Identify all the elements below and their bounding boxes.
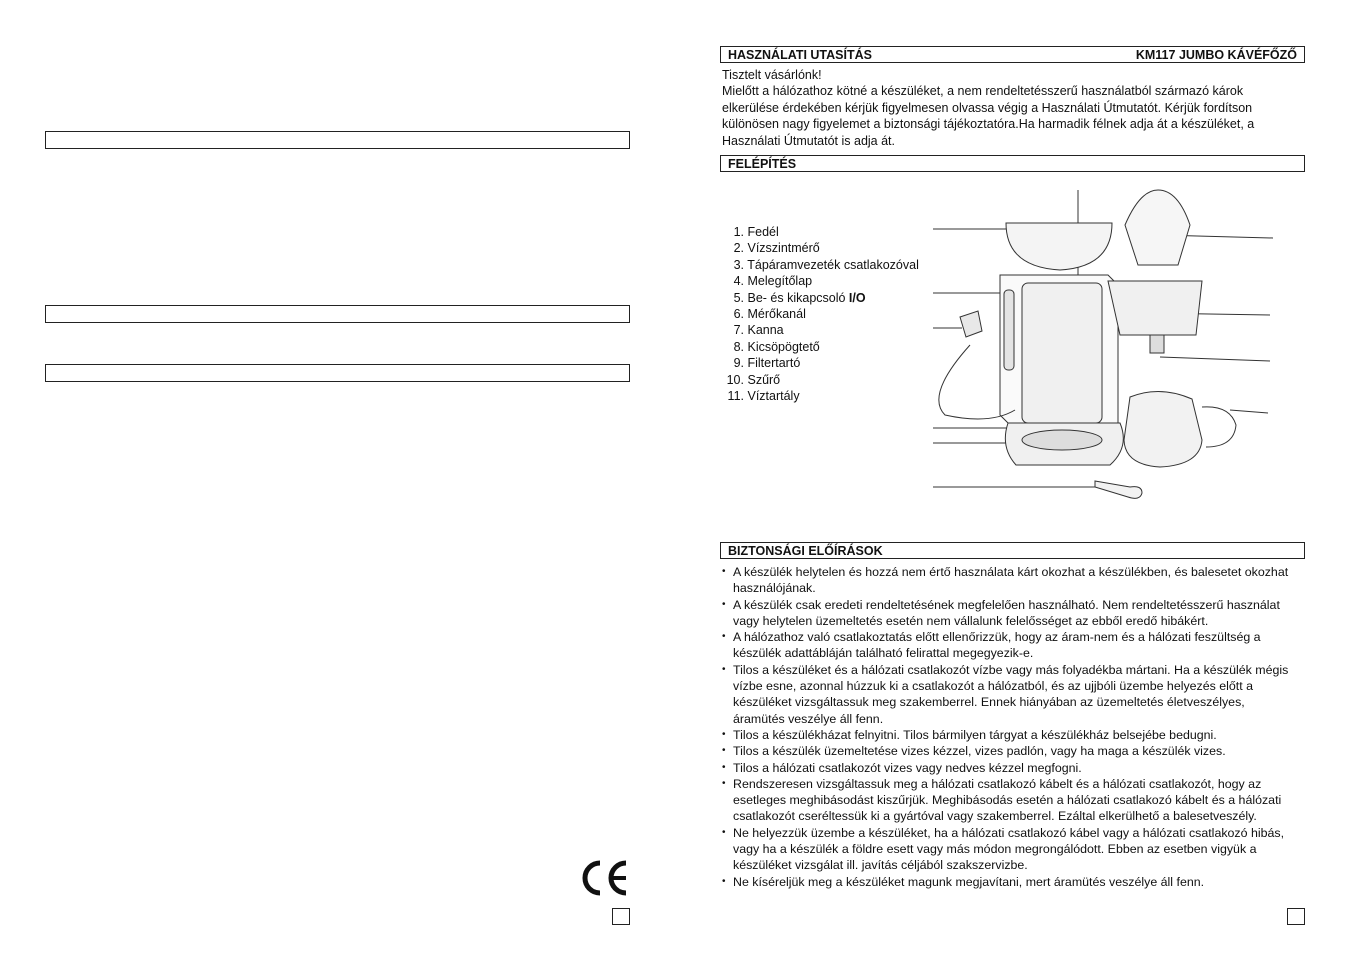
part-number: 4. [733, 274, 744, 289]
safety-item: • A hálózathoz való csatlakoztatás előtt ellenőrizzük, hogy az áram-nem és a hálózati feszültség a készülék adattábláján található felirattal megegyezik-e. [722, 629, 1297, 662]
page-number-box-left [612, 908, 630, 925]
part-label: Víztartály [747, 389, 800, 404]
part-label: Vízszintmérő [747, 241, 820, 256]
part-label: Szűrő [747, 372, 781, 387]
part-item [722, 290, 919, 306]
lid-shape [1006, 223, 1112, 270]
part-label: Fedél [747, 225, 779, 239]
model-name: KM117 JUMBO KÁVÉFŐZŐ [1135, 47, 1297, 62]
part-label: Kicsöpögtető [747, 339, 820, 354]
filter-shape [1125, 190, 1190, 265]
part-number: 8. [733, 339, 744, 354]
part-number: 5. [733, 290, 744, 305]
empty-heading-box-3 [45, 364, 630, 382]
leader-line [1160, 357, 1270, 361]
intro-paragraph: Mielőtt a hálózathoz kötné a készüléket, a nem rendeltetésszerű használatból származó károk elkerülése érdekében kérjük figyelmesen olvassa végig a Használati Útmutatót. Kérjük fordítson különösen nagy figyelemet a biztonsági tájékoztatóra.Ha harmadik félnek adja át a készüléket, a Használati Útmutatót is adja át. [722, 84, 1255, 148]
safety-heading [720, 542, 1305, 559]
safety-item: • A készülék helytelen és hozzá nem értő használata kárt okozhat a készülékben, és balesetet okozhat használójának. [722, 564, 1297, 597]
part-number: 3. [733, 257, 744, 272]
safety-item: • A készülék csak eredeti rendeltetésének megfelelően használható. Nem rendeltetésszerű használat vagy helytelen üzemeltetés esetén nem vállalunk felelősséget az ebből eredő hibákért. [722, 597, 1297, 630]
part-number: 2. [733, 241, 744, 256]
part-label: Tápáramvezeték csatlakozóval [747, 257, 919, 272]
part-item [722, 240, 919, 256]
empty-heading-box-2 [45, 305, 630, 323]
switch-symbol: I/O [848, 290, 866, 305]
part-label: Kanna [747, 323, 784, 338]
part-item [722, 355, 919, 371]
part-label: Melegítőlap [747, 274, 813, 289]
parts-list [722, 224, 919, 404]
measuring-spoon [1095, 481, 1142, 498]
structure-heading [720, 155, 1305, 172]
part-number: 10. [726, 372, 744, 387]
part-number: 11. [727, 389, 744, 404]
structure-title: FELÉPÍTÉS [728, 156, 797, 171]
part-number: 9. [733, 356, 744, 371]
safety-item: • Tilos a hálózati csatlakozót vizes vagy nedves kézzel megfogni. [722, 760, 1297, 776]
part-number: 6. [733, 307, 744, 322]
empty-heading-box-1 [45, 131, 630, 149]
safety-item: • Rendszeresen vizsgáltassuk meg a hálózati csatlakozó kábelt és a hálózati csatlakozót, hogy az esetleges meghibásodást kiszűrjük. Meghibásodás esetén a hálózati csatlakozó kábelt és a hálózati csatlakozót cseréltessük ki a gyártóval vagy szakemberrel. Ezáltal elkerülhető a balesetveszély. [722, 776, 1297, 825]
safety-item: • Tilos a készülékházat felnyitni. Tilos bármilyen tárgyat a készülékház belsejébe bedugni. [722, 727, 1297, 743]
page-number-box-right [1287, 908, 1305, 925]
part-label: Be- és kikapcsoló [747, 290, 849, 305]
manual-header-bar [720, 46, 1305, 63]
part-label: Filtertartó [747, 356, 801, 371]
part-number: 1. [733, 225, 744, 239]
ce-mark-icon [578, 860, 630, 896]
safety-item: • Ne helyezzük üzembe a készüléket, ha a hálózati csatlakozó kábel vagy a hálózati csatlakozó hibás, vagy ha a készülék a földre esett vagy más módon megrongálódott. Ebben az esetben vigyük a készüléket vizsgálat ill. javítás céljából szakszervizbe. [722, 825, 1297, 874]
water-tank [1022, 283, 1102, 423]
safety-title: BIZTONSÁGI ELŐÍRÁSOK [728, 543, 883, 558]
part-item [722, 339, 919, 355]
hot-plate [1022, 430, 1102, 450]
leader-line [1230, 410, 1268, 413]
filter-holder-shape [1108, 281, 1202, 335]
water-level-gauge [1004, 290, 1014, 370]
part-number: 7. [733, 323, 744, 338]
greeting: Tisztelt vásárlónk! [722, 68, 822, 82]
manual-title: HASZNÁLATI UTASÍTÁS [728, 47, 872, 62]
part-item [722, 388, 919, 404]
carafe-handle [1202, 407, 1236, 447]
carafe-shape [1124, 391, 1202, 467]
part-item [722, 224, 919, 240]
drip-stop [1150, 335, 1164, 353]
plug-shape [960, 311, 982, 337]
part-item [722, 257, 919, 273]
part-item [722, 306, 919, 322]
part-item [722, 372, 919, 388]
safety-list [722, 564, 1297, 890]
safety-item: • Tilos a készüléket és a hálózati csatlakozót vízbe vagy más folyadékba mártani. Ha a készülék mégis vízbe esne, azonnal húzzuk ki a csatlakozót a hálózatból, és az ujjbóli üzembe helyezés előtt a készüléket vizsgáltassuk meg szakemberrel. Ennek hiányában az üzemeltetés életveszélyes, áramütés veszélye áll fenn. [722, 662, 1297, 727]
coffee-maker-diagram [930, 185, 1280, 505]
part-item [722, 322, 919, 338]
safety-item: • Tilos a készülék üzemeltetése vizes kézzel, vizes padlón, vagy ha maga a készülék vizes. [722, 743, 1297, 759]
part-label: Mérőkanál [747, 307, 806, 322]
part-item [722, 273, 919, 289]
safety-item: • Ne kíséreljük meg a készüléket magunk megjavítani, mert áramütés veszélye áll fenn. [722, 874, 1297, 890]
